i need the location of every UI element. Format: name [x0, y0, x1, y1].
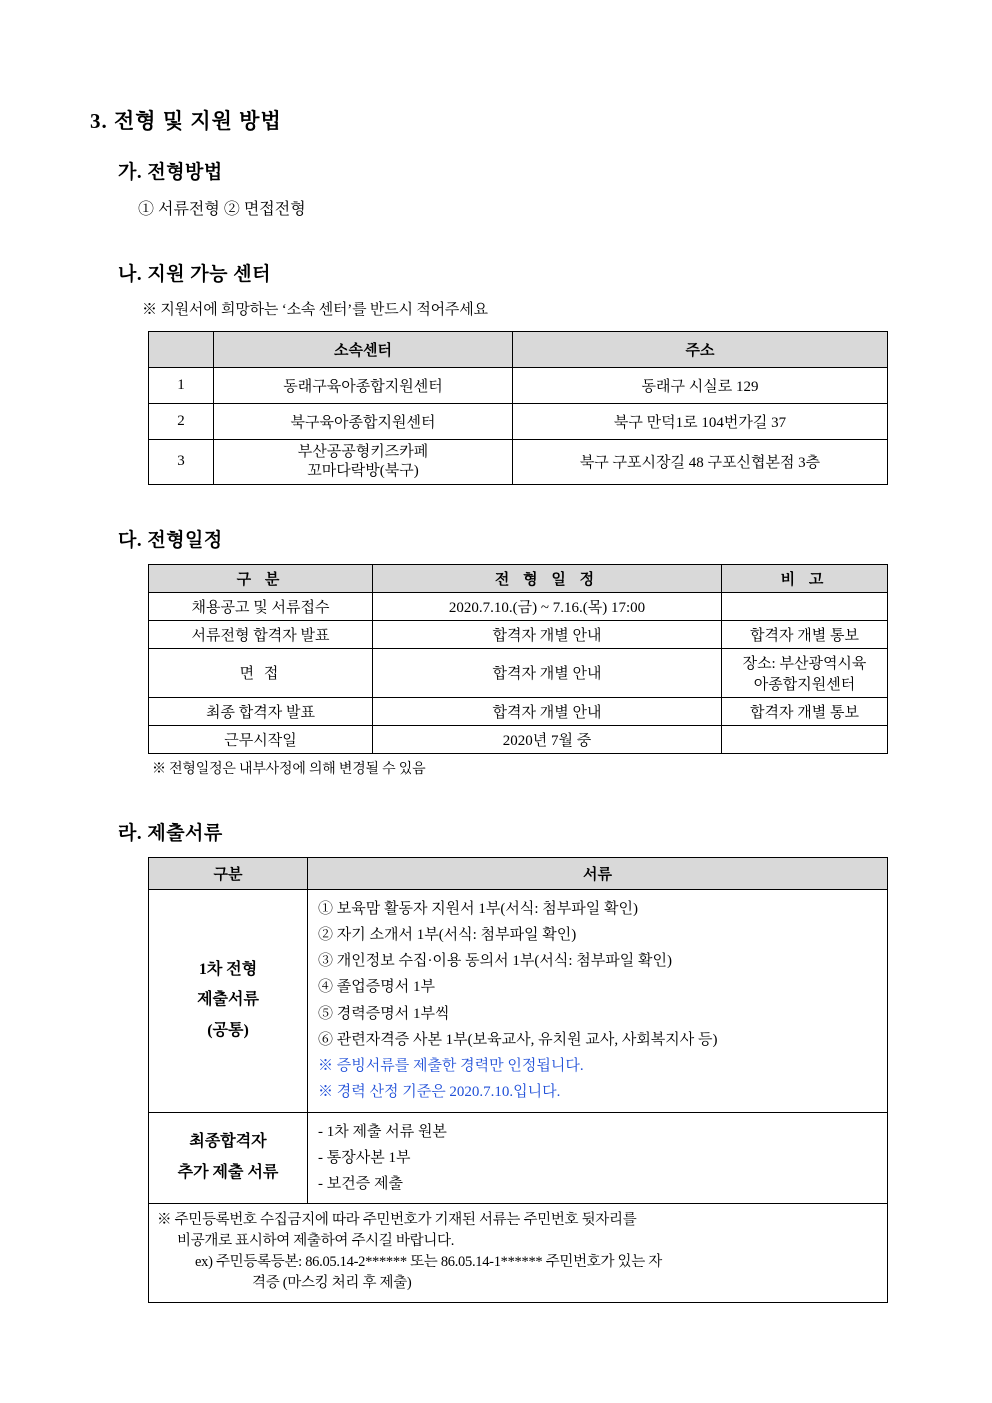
table-header-row [149, 857, 888, 889]
document-item: ⑥ 관련자격증 사본 1부(보육교사, 유치원 교사, 사회복지사 등) [318, 1031, 718, 1048]
row-remark-line2: 아종합지원센터 [753, 676, 856, 693]
footer-line3: ex) 주민등록등본: 86.05.14-2****** 또는 86.05.14-1****** 주민번호가 있는 자 [195, 1254, 662, 1271]
row-schedule: 합격자 개별 안내 [373, 697, 722, 725]
table-row [149, 440, 888, 485]
row-index: 2 [149, 404, 214, 440]
row-center-name: 동래구육아종합지원센터 [214, 368, 513, 404]
subsection-b-note: ※ 지원서에 희망하는 ‘소속 센터’를 반드시 적어주세요 [142, 302, 488, 318]
header-category: 구 분 [149, 564, 373, 592]
schedule-note: ※ 전형일정은 내부사정에 의해 변경될 수 있음 [152, 761, 426, 777]
document-item: ④ 졸업증명서 1부 [318, 979, 435, 996]
table-row [149, 1204, 888, 1303]
row-center-name-line2: 꼬마다락방(북구) [307, 462, 419, 479]
section-3-title: 3. 전형 및 지원 방법 [90, 109, 282, 133]
row-remark [722, 592, 888, 620]
table-header-row [149, 564, 888, 592]
subsection-a-title: 가. 전형방법 [118, 162, 223, 183]
table-row [149, 620, 888, 648]
row-center-name: 북구육아종합지원센터 [214, 404, 513, 440]
row-category: 근무시작일 [149, 725, 373, 753]
table-row [149, 368, 888, 404]
row-first-stage-label [149, 889, 308, 1112]
document-note: ※ 증빙서류를 제출한 경력만 인정됩니다. [318, 1058, 584, 1074]
table-row [149, 648, 888, 697]
row-final-stage-label [149, 1112, 308, 1204]
row-index: 3 [149, 440, 214, 485]
row-remark-line1: 장소: 부산광역시육 [742, 655, 867, 672]
document-item: ② 자기 소개서 1부(서식: 첨부파일 확인) [318, 926, 577, 943]
header-schedule: 전 형 일 정 [373, 564, 722, 592]
label-line2: 추가 제출 서류 [177, 1163, 279, 1181]
label-line1: 최종합격자 [189, 1133, 267, 1151]
table-row [149, 404, 888, 440]
row-schedule: 2020.7.10.(금) ~ 7.16.(목) 17:00 [373, 592, 722, 620]
row-schedule: 합격자 개별 안내 [373, 620, 722, 648]
row-category: 면 접 [149, 648, 373, 697]
table-row [149, 889, 888, 1112]
row-center-address: 북구 만덕1로 104번가길 37 [513, 404, 888, 440]
row-remark: 합격자 개별 통보 [722, 620, 888, 648]
footer-line1: ※ 주민등록번호 수집금지에 따라 주민번호가 기재된 서류는 주민번호 뒷자리를 [157, 1212, 637, 1229]
row-center-address: 북구 구포시장길 48 구포신협본점 3층 [513, 440, 888, 485]
table-row [149, 1112, 888, 1204]
row-center-address: 동래구 시실로 129 [513, 368, 888, 404]
row-remark [722, 648, 888, 697]
document-item: ⑤ 경력증명서 1부씩 [318, 1005, 450, 1022]
header-center-name: 소속센터 [214, 332, 513, 368]
document-item: - 통장사본 1부 [318, 1149, 411, 1166]
table-row [149, 725, 888, 753]
header-category: 구분 [149, 857, 308, 889]
row-index: 1 [149, 368, 214, 404]
schedule-table [148, 564, 888, 754]
document-item: - 1차 제출 서류 원본 [318, 1123, 447, 1140]
center-table [148, 331, 888, 485]
row-category: 채용공고 및 서류접수 [149, 592, 373, 620]
row-category: 최종 합격자 발표 [149, 697, 373, 725]
label-line2: 제출서류 [197, 991, 259, 1009]
row-first-stage-documents [308, 889, 888, 1112]
row-center-name-line1: 부산공공형키즈카페 [297, 444, 429, 460]
table-header-row [149, 332, 888, 368]
footer-line2: 비공개로 표시하여 제출하여 주시길 바랍니다. [177, 1233, 455, 1250]
label-line3: (공통) [207, 1021, 249, 1039]
subsection-a-line: ① 서류전형 ② 면접전형 [138, 201, 306, 218]
footer-line4: 격증 (마스킹 처리 후 제출) [252, 1275, 412, 1292]
row-remark: 합격자 개별 통보 [722, 697, 888, 725]
subsection-d-title: 라. 제출서류 [118, 822, 223, 844]
table-row [149, 592, 888, 620]
document-item: - 보건증 제출 [318, 1176, 403, 1192]
row-final-stage-documents [308, 1112, 888, 1204]
document-item: ① 보육맘 활동자 지원서 1부(서식: 첨부파일 확인) [318, 900, 638, 917]
documents-footer-note [149, 1204, 888, 1303]
header-documents: 서류 [308, 857, 888, 889]
document-item: ③ 개인정보 수집·이용 동의서 1부(서식: 첨부파일 확인) [318, 953, 672, 969]
subsection-b-title: 나. 지원 가능 센터 [118, 264, 271, 285]
header-remark: 비 고 [722, 564, 888, 592]
document-note: ※ 경력 산정 기준은 2020.7.10.입니다. [318, 1084, 561, 1101]
table-row [149, 697, 888, 725]
row-schedule: 합격자 개별 안내 [373, 648, 722, 697]
subsection-c-title: 다. 전형일정 [118, 529, 223, 551]
row-category: 서류전형 합격자 발표 [149, 620, 373, 648]
label-line1: 1차 전형 [198, 960, 258, 978]
header-blank [149, 332, 214, 368]
row-schedule: 2020년 7월 중 [373, 725, 722, 753]
documents-table [148, 857, 888, 1304]
row-center-name [214, 440, 513, 485]
header-center-address: 주소 [513, 332, 888, 368]
row-remark [722, 725, 888, 753]
